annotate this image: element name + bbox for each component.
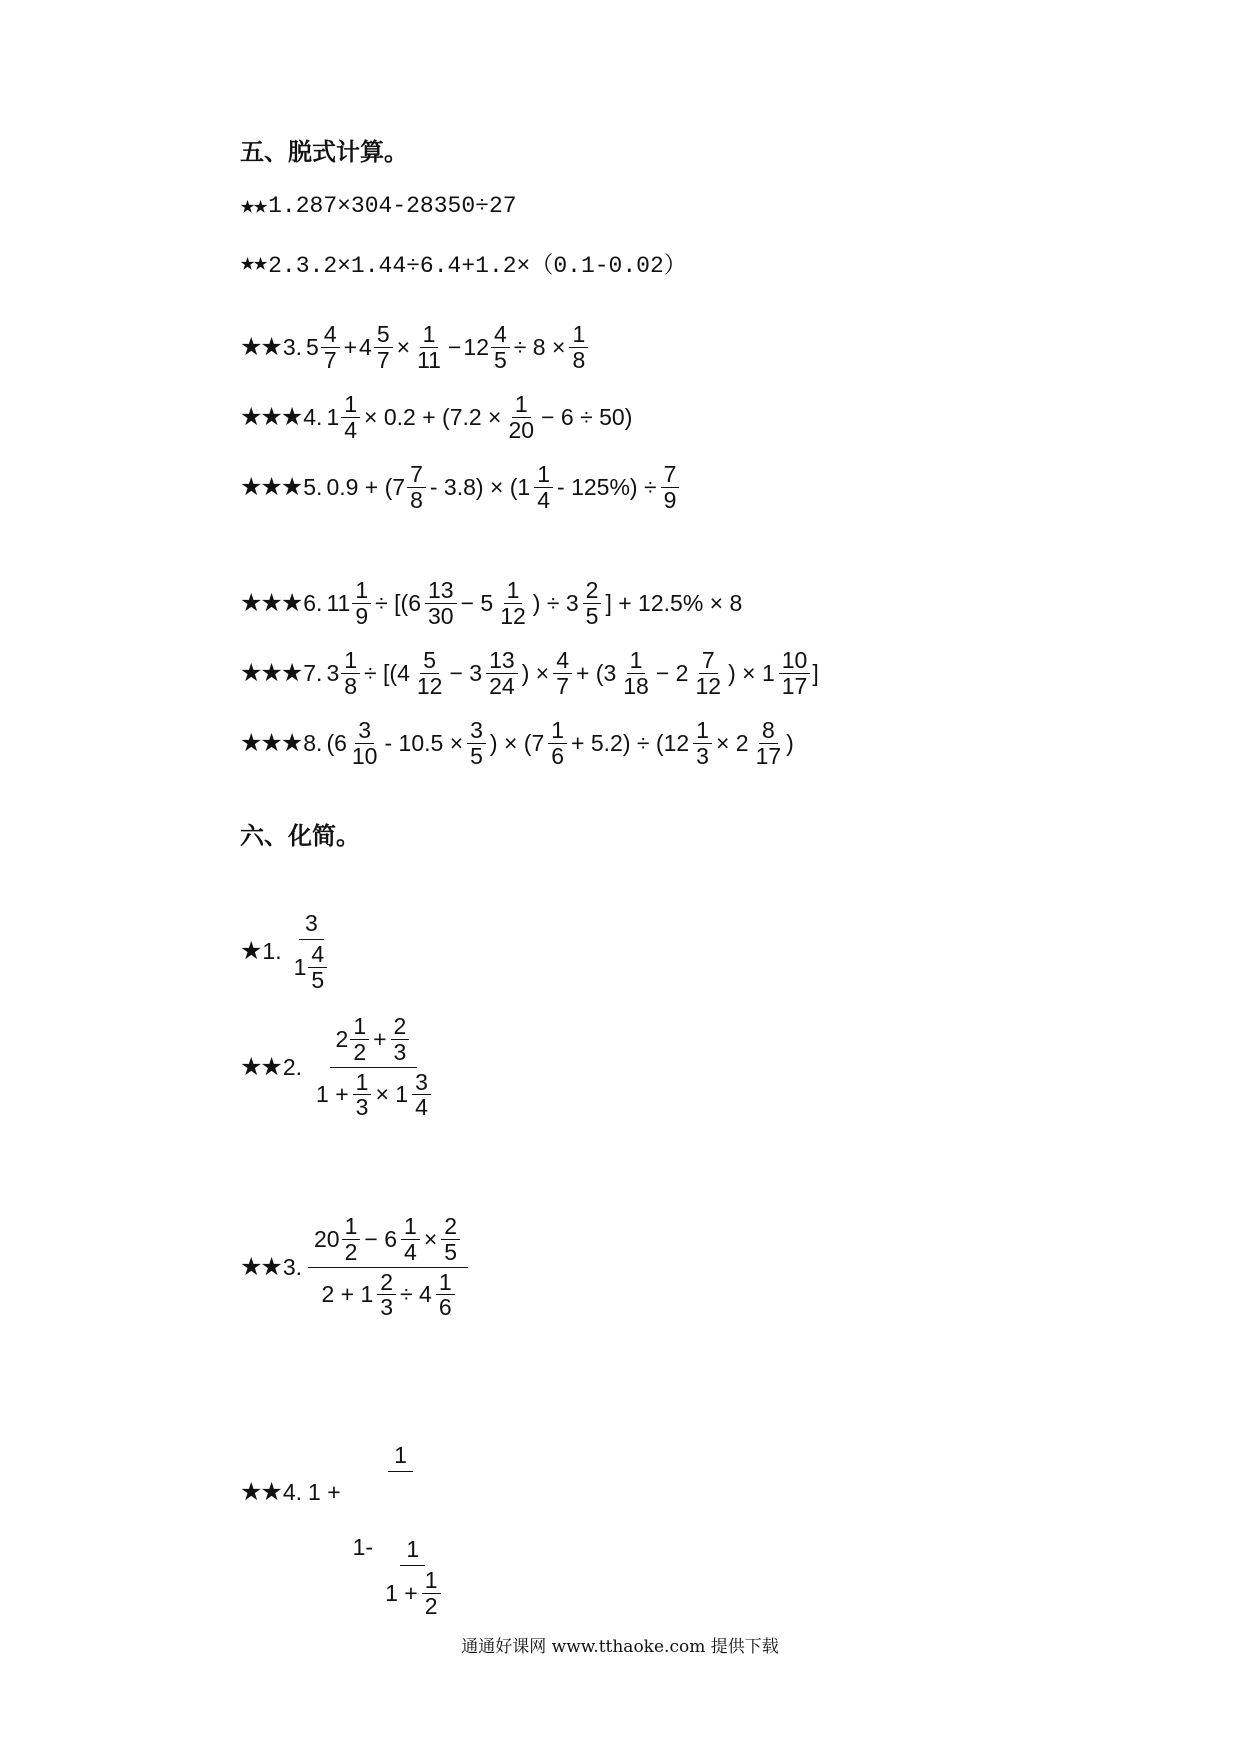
- fraction: $\frac{7}{12}$: [695, 647, 722, 699]
- fraction: $\frac{10}{17}$: [779, 648, 811, 699]
- section-6-title: 六、化简。: [240, 821, 360, 850]
- fraction: $\frac{2}{3}$: [377, 1270, 396, 1321]
- fraction: $\frac{5}{12}$: [416, 647, 443, 699]
- problem-5-3: ★★ 3. 5 $\frac{4}{7}$ + 4 $\frac{5}{7}$ × $\frac{1}{11}$ − 12 $\frac{4}{5}$ ÷ 8 × $\frac{1}{8}$: [240, 322, 590, 373]
- problem-5-4: ★★★ 4. 1 $\frac{1}{4}$ × 0.2 + (7.2 × $\frac{1}{20}$ − 6 ÷ 50): [240, 391, 633, 443]
- star-icon: ★★: [240, 1253, 281, 1282]
- fraction: $\frac{4}{7}$: [553, 648, 572, 699]
- star-icon: ★★★: [240, 729, 302, 758]
- problem-6-3: ★★ 3. 20 $\frac{1}{2}$ − 6 $\frac{1}{4}$ × $\frac{2}{5}$ 2 + 1 $\frac{2}{3}$ ÷ 4 $\frac{1}{6}$: [240, 1212, 470, 1322]
- star-icon: ★★★: [240, 589, 302, 618]
- star-icon: ★★: [240, 333, 281, 362]
- complex-fraction: 20 $\frac{1}{2}$ − 6 $\frac{1}{4}$ × $\frac{2}{5}$ 2 + 1 $\frac{2}{3}$ ÷ 4 $\frac{1}{6}$: [308, 1212, 468, 1322]
- star-icon: ★★: [240, 1478, 281, 1507]
- fraction: $\frac{1}{11}$: [417, 321, 441, 373]
- fraction: $\frac{1}{8}$: [341, 648, 360, 699]
- star-icon: ★★: [240, 192, 267, 221]
- inner-fraction: 1 1 + $\frac{1}{2}$: [377, 1534, 448, 1621]
- fraction: $\frac{7}{8}$: [407, 462, 426, 513]
- fraction: $\frac{2}{5}$: [441, 1214, 460, 1265]
- fraction: $\frac{1}{4}$: [401, 1214, 420, 1265]
- problem-5-6: ★★★ 6. 11 $\frac{1}{9}$ ÷ [(6 $\frac{13}{30}$ − 5 $\frac{1}{12}$ ) ÷ 3 $\frac{2}{5}$ ] + 12.5% × 8: [240, 577, 743, 629]
- fraction: $\frac{1}{6}$: [548, 718, 567, 769]
- fraction: $\frac{13}{24}$: [486, 648, 518, 699]
- fraction: $\frac{1}{2}$: [342, 1214, 361, 1265]
- problem-5-1: [240, 190, 517, 221]
- fraction: $\frac{1}{20}$: [508, 391, 535, 443]
- fraction: $\frac{1}{6}$: [436, 1270, 455, 1321]
- fraction: $\frac{3}{10}$: [351, 717, 378, 769]
- fraction: $\frac{1}{3}$: [693, 718, 712, 769]
- fraction: $\frac{4}{5}$: [308, 942, 327, 993]
- problem-6-2: ★★ 2. 2 $\frac{1}{2}$ + $\frac{2}{3}$ 1 + $\frac{1}{3}$ × 1 $\frac{3}{4}$: [240, 1012, 441, 1122]
- star-icon: ★★★: [240, 403, 302, 432]
- fraction: $\frac{3}{5}$: [467, 718, 486, 769]
- fraction: $\frac{4}{5}$: [491, 322, 510, 373]
- star-icon: ★: [240, 937, 261, 966]
- problem-5-7: ★★★ 7. 3 $\frac{1}{8}$ ÷ [(4 $\frac{5}{12}$ − 3 $\frac{13}{24}$ ) × $\frac{4}{7}$ + (3 $\frac{1}{18}$ − 2 $\frac{7}{12}$ ) × 1 $\frac{10}{17}$ ]: [240, 647, 819, 699]
- fraction: $\frac{5}{7}$: [374, 322, 393, 373]
- fraction: $\frac{1}{2}$: [422, 1568, 441, 1619]
- fraction: $\frac{1}{4}$: [534, 462, 553, 513]
- star-icon: ★★★: [240, 473, 302, 502]
- problem-6-4: ★★ 4. 1 + 1 1- 1 1 + $\frac{1}{2}$: [240, 1362, 459, 1623]
- star-icon: ★★: [240, 1053, 281, 1082]
- fraction: $\frac{1}{3}$: [353, 1070, 372, 1121]
- fraction: $\frac{1}{18}$: [623, 647, 649, 699]
- fraction: $\frac{3}{4}$: [412, 1070, 431, 1121]
- star-icon: ★★★: [240, 659, 302, 688]
- fraction: $\frac{8}{17}$: [755, 717, 782, 769]
- fraction: $\frac{13}{30}$: [425, 578, 457, 629]
- problem-5-2: [240, 246, 687, 279]
- section-5-title: 五、脱式计算。: [240, 137, 408, 166]
- fraction: $\frac{1}{8}$: [569, 322, 588, 373]
- fraction: $\frac{7}{9}$: [661, 462, 680, 513]
- star-icon: ★★: [240, 249, 267, 278]
- problem-5-5: ★★★ 5. 0.9 + (7 $\frac{7}{8}$ - 3.8) × (1 $\frac{1}{4}$ - 125%) ÷ $\frac{7}{9}$: [240, 462, 681, 513]
- fraction: $\frac{1}{2}$: [350, 1014, 369, 1065]
- fraction: $\frac{1}{9}$: [352, 578, 371, 629]
- problem-text: 2.3.2×1.44÷6.4+1.2×（0.1-0.02）: [268, 253, 687, 279]
- continued-fraction: 1 1- 1 1 + $\frac{1}{2}$: [345, 1440, 457, 1623]
- fraction: $\frac{1}{4}$: [341, 392, 360, 443]
- complex-fraction: 2 $\frac{1}{2}$ + $\frac{2}{3}$ 1 + $\frac{1}{3}$ × 1 $\frac{3}{4}$: [308, 1012, 439, 1122]
- footer-credit: 通通好课网 www.tthaoke.com 提供下载: [461, 1637, 779, 1657]
- fraction: $\frac{4}{7}$: [321, 322, 340, 373]
- fraction: $\frac{2}{5}$: [583, 578, 602, 629]
- problem-6-1: ★ 1. 3 1 $\frac{4}{5}$: [240, 908, 337, 995]
- problem-5-8: ★★★ 8. (6 $\frac{3}{10}$ - 10.5 × $\frac{3}{5}$ ) × (7 $\frac{1}{6}$ + 5.2) ÷ (12 $\frac{1}{3}$ × 2 $\frac{8}{17}$ ): [240, 717, 794, 769]
- complex-fraction: 3 1 $\frac{4}{5}$: [288, 908, 336, 995]
- fraction: $\frac{2}{3}$: [391, 1014, 410, 1065]
- fraction: $\frac{1}{12}$: [500, 577, 526, 629]
- problem-text: 1.287×304-28350÷27: [268, 192, 517, 219]
